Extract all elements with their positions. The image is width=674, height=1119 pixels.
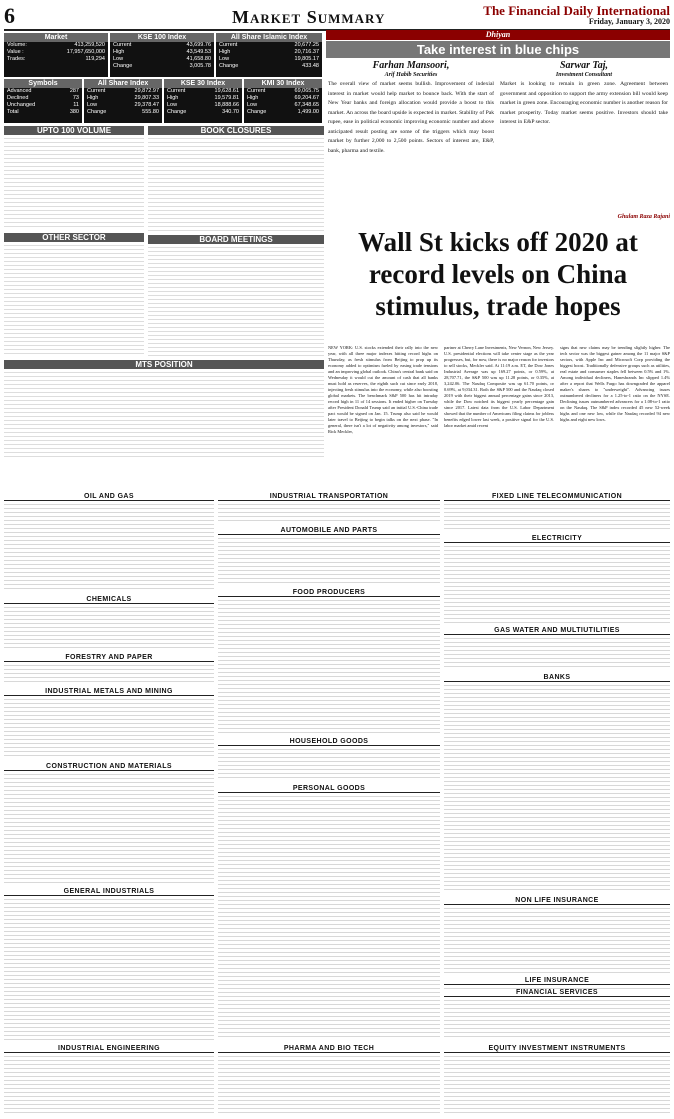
sector-rows [444, 638, 670, 670]
other-sector-table [4, 233, 144, 357]
analyst-quote: The overall view of market seems bullish. Improvement of indexial interest in market would help market to bounce back. With the start of New Year banks and foreign allocation would provide a boost to this market. An across the board upside is expected in market. Stability of Pak rupee, ease in political economic improving economic number and above anticipated result posting are some of the triggers which may boost market by further 2,000 to 2,500 points. Sectors of interest are, E&P, bank, pharma and textile. [328, 81, 494, 154]
board-meetings-table [148, 235, 324, 357]
kmi30-index-box: KMI 30 Index Current 69,065.75 High 69,204.67 Low 67,348.65 Change 1,499.00 [244, 79, 322, 123]
all-share-islamic-box: All Share Islamic Index Current 20,677.25 High 20,716.37 Low 19,805.17 Change 433.48 [216, 33, 322, 77]
table-rows [148, 138, 324, 232]
sector-title: PERSONAL GOODS [218, 785, 440, 793]
market-summary-box: Market Volume: 413,259,520 Value : 17,957,650,000 Trades: 119,294 [4, 33, 108, 77]
sector-rows [444, 908, 670, 973]
sector-title: EQUITY INVESTMENT INSTRUMENTS [444, 1045, 670, 1053]
all-share-index-box: All Share Index Current 29,872.97 High 29,807.33 Low 29,378.47 Change 555.80 [84, 79, 162, 123]
sector-rows [444, 504, 670, 531]
sector-title: GENERAL INDUSTRIALS [4, 888, 214, 896]
lead-headline: Wall St kicks off 2020 at record levels on China stimulus, trade hopes [358, 227, 638, 321]
sector-title: BANKS [444, 674, 670, 682]
sector-rows [4, 899, 214, 1040]
kse100-index-box: KSE 100 Index Current 43,699.76 High 43,549.53 Low 41,658.80 Change 3,005.78 [110, 33, 214, 77]
sector-title: CONSTRUCTION AND MATERIALS [4, 763, 214, 771]
box-title: All Share Islamic Index [216, 33, 322, 42]
box-title: KSE 100 Index [110, 33, 214, 42]
sector-rows [218, 538, 440, 585]
sector-title: ELECTRICITY [444, 535, 670, 543]
analyst-name: Farhan Mansoori, [372, 60, 450, 71]
dhiyan-headline: Take interest in blue chips [326, 41, 670, 58]
table-title: MTS POSITION [4, 360, 324, 369]
sector-title: CHEMICALS [4, 596, 214, 604]
issue-date: Friday, January 3, 2020 [588, 17, 670, 26]
box-title: KSE 30 Index [164, 79, 242, 88]
sector-rows [444, 685, 670, 893]
table-rows [148, 247, 324, 357]
sector-title: NON LIFE INSURANCE [444, 897, 670, 905]
table-title: OTHER SECTOR [4, 233, 144, 242]
symbols-box: Symbols Advanced 287 Declined 73 Unchanged 11 Total 380 [4, 79, 82, 123]
table-title: BOARD MEETINGS [148, 235, 324, 244]
sector-title: FORESTRY AND PAPER [4, 654, 214, 662]
sector-title: FIXED LINE TELECOMMUNICATION [444, 493, 670, 501]
article-column-2: partner at Cherry Lane Investments, New Vernon, New Jersey. U.S. presidential elections will take center stage as the year progresses, but, for now, there is no major reason for investors to sell stocks, Meckler said. At 11:19 a.m. ET, the Dow Jones Industrial Average was up 169.27 points, or 0.59%, at 28,707.71, the S&P 500 was up 11.28 points, or 0.35%, at 3,242.06. The Nasdaq Composite was up 61.70 points, or 0.69%, at 9,034.31. Both the S&P 500 and the Nasdaq closed 2019 with their biggest annual percentage gains since 2013, while the Dow notched its biggest yearly percentage gain since 2017. Latest data from the U.S. Labor Department showed that the number of Americans filing claims for jobless benefits edged lower last week, a positive signal for the U.S. labor market amid recent [444, 345, 554, 428]
masthead [4, 3, 670, 31]
page-number: 6 [4, 3, 15, 28]
sector-title: INDUSTRIAL TRANSPORTATION [218, 493, 440, 501]
table-rows [4, 138, 144, 230]
sector-rows [218, 1056, 440, 1116]
table-rows [4, 245, 144, 357]
mts-position-table [4, 360, 324, 458]
newspaper-name: The Financial Daily International [483, 3, 670, 18]
sector-rows [4, 699, 214, 759]
kse30-index-box: KSE 30 Index Current 19,628.61 High 19,579.81 Low 18,888.66 Change 340.70 [164, 79, 242, 123]
box-title: All Share Index [84, 79, 162, 88]
sector-rows [218, 749, 440, 781]
sector-rows [218, 796, 440, 1040]
table-title: UPTO 100 VOLUME [4, 126, 144, 135]
sector-rows [218, 600, 440, 734]
sector-title: FINANCIAL SERVICES [444, 989, 670, 997]
sector-rows [4, 1056, 214, 1116]
sector-title: INDUSTRIAL METALS AND MINING [4, 688, 214, 696]
upto-100-volume-table [4, 126, 144, 230]
sector-rows [444, 546, 670, 623]
sector-title: FOOD PRODUCERS [218, 589, 440, 597]
book-closures-table [148, 126, 324, 232]
table-rows [4, 372, 324, 458]
analyst-quote: Market is looking to remain in green zone. Agreement between government and opposition to support the army extension bill would keep market in green zone. Encouraging economic number is another reason for market prosperity. Today market seems positive. Investors should take interest in E&P sector. [500, 81, 668, 125]
sector-title: AUTOMOBILE AND PARTS [218, 527, 440, 535]
box-title: KMI 30 Index [244, 79, 322, 88]
column-credit: Ghulam Raza Rajani [617, 214, 670, 220]
analyst-name: Sarwar Taj, [560, 60, 608, 71]
sector-rows [444, 1000, 670, 1040]
sector-title: GAS WATER AND MULTIUTILITIES [444, 627, 670, 635]
sector-rows [218, 504, 440, 523]
sector-title: LIFE INSURANCE [444, 977, 670, 985]
sector-rows [4, 665, 214, 684]
analyst-firm: Investment Consultant [555, 72, 613, 78]
box-title: Market [4, 33, 108, 42]
dhiyan-label: Dhiyan [326, 30, 670, 40]
sector-rows [4, 774, 214, 884]
box-title: Symbols [4, 79, 82, 88]
sector-title: INDUSTRIAL ENGINEERING [4, 1045, 214, 1053]
sector-title: HOUSEHOLD GOODS [218, 738, 440, 746]
analyst-firm: Arif Habib Securities [384, 72, 438, 78]
sector-rows [4, 607, 214, 650]
article-column-1: NEW YORK: U.S. stocks extended their rally into the new year, with all three major indexes hitting record highs on Thursday, as fresh stimulus from Beijing to prop up its economy added to optimism fueled by easing trade tensions and an improving global outlook. China's central bank said on Wednesday it would cut the amount of cash that all banks must hold as reserves, the eighth such cut since early 2018, injecting fresh stimulus into the economy, while also boosting global markets. The benchmark S&P 500 has hit intraday record high in 11 of 14 sessions. It ended higher on Tuesday after President Donald Trump said an initial U.S.-China trade pact would be signed on Jan. 15. Trump also said he would later travel to Beijing to begin talks on the next phase. "In general, there isn't a lot of negativity among investors," said Rick Meckler, [328, 345, 438, 434]
article-column-3: signs that new claims may be trending slightly higher. The tech sector was the biggest gainer among the 11 major S&P sectors, with Apple Inc and Microsoft Corp providing the biggest boost. Traditionally defensive groups such as utilities, real estate and consumer staples fell between 0.5% and 1%. Among individual decliners, Hanesbrands Inc slipped 1.4% after a report that Wells Fargo has downgraded the apparel maker's shares to "underweight". Advancing issues outnumbered decliners for a 1.25-to-1 ratio on the NYSE. Declining issues outnumbered advancers for a 1.08-to-1 ratio on the Nasdaq. The S&P index recorded 45 new 52-week highs and one new low, while the Nasdaq recorded 94 new highs and eight new lows. [560, 345, 670, 422]
sector-rows [4, 504, 214, 590]
table-title: BOOK CLOSURES [148, 126, 324, 135]
sector-title: OIL AND GAS [4, 493, 214, 501]
sector-title: PHARMA AND BIO TECH [218, 1045, 440, 1053]
sector-rows [444, 1056, 670, 1116]
section-title: Market Summary [232, 7, 386, 27]
